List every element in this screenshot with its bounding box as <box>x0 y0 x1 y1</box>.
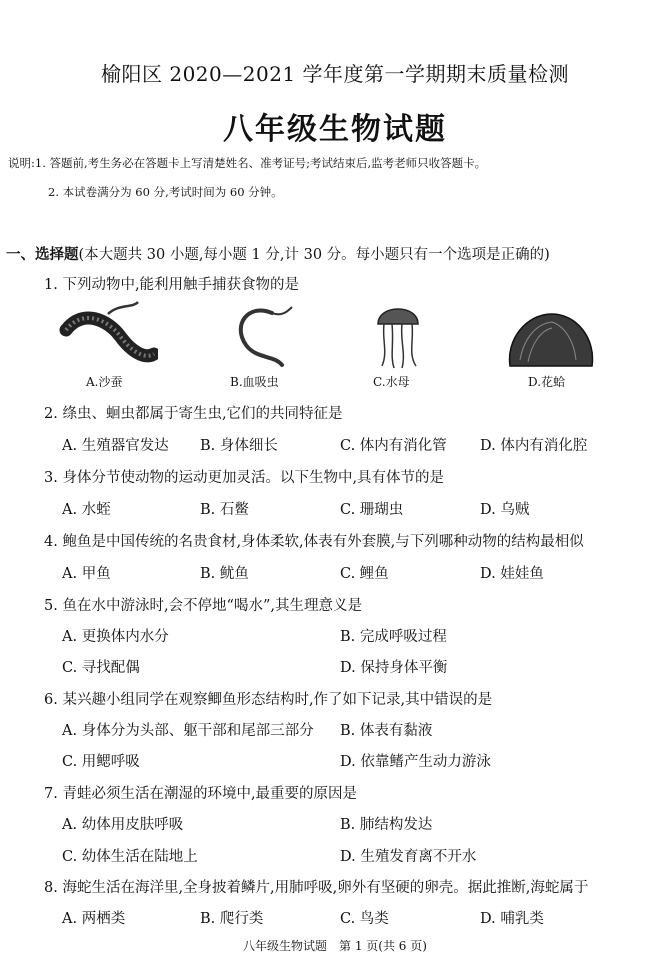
option-2d: D. 体内有消化腔 <box>480 438 588 454</box>
option-4c: C. 鲤鱼 <box>340 566 389 582</box>
option-3d: D. 乌贼 <box>480 502 530 518</box>
option-8a: A. 两栖类 <box>62 911 126 927</box>
question-7-stem: 7. 青蛙必须生活在潮湿的环境中,最重要的原因是 <box>44 786 358 802</box>
page-footer: 八年级生物试题 第 1 页(共 6 页) <box>243 939 427 953</box>
option-6a: A. 身体分为头部、躯干部和尾部三部分 <box>62 723 314 739</box>
jellyfish-icon <box>372 300 428 370</box>
sandworm-icon <box>58 300 158 372</box>
question-1-stem: 1. 下列动物中,能利用触手捕获食物的是 <box>44 277 300 293</box>
option-3c: C. 珊瑚虫 <box>340 502 404 518</box>
option-8b: B. 爬行类 <box>200 911 264 927</box>
question-2-stem: 2. 绦虫、蛔虫都属于寄生虫,它们的共同特征是 <box>44 406 343 422</box>
question-5-stem: 5. 鱼在水中游泳时,会不停地“喝水”,其生理意义是 <box>44 598 362 614</box>
option-8c: C. 鸟类 <box>340 911 389 927</box>
option-1a-label: A.沙蚕 <box>86 375 123 389</box>
clam-icon <box>506 310 596 372</box>
option-2b: B. 身体细长 <box>200 438 278 454</box>
section-label: 一、选择题 <box>6 246 79 263</box>
option-4b: B. 鱿鱼 <box>200 566 249 582</box>
option-4d: D. 娃娃鱼 <box>480 566 544 582</box>
page-title: 八年级生物试题 <box>223 112 447 147</box>
section-description: (本大题共 30 小题,每小题 1 分,计 30 分。每小题只有一个选项是正确的) <box>78 247 550 263</box>
option-6c: C. 用鳃呼吸 <box>62 754 140 770</box>
option-5d: D. 保持身体平衡 <box>340 660 448 676</box>
option-2a: A. 生殖器官发达 <box>62 438 169 454</box>
option-1b-label: B.血吸虫 <box>230 375 279 389</box>
option-2c: C. 体内有消化管 <box>340 438 447 454</box>
question-4-stem: 4. 鲍鱼是中国传统的名贵食材,身体柔软,体表有外套膜,与下列哪种动物的结构最相似 <box>44 534 584 550</box>
instruction-note-2: 2. 本试卷满分为 60 分,考试时间为 60 分钟。 <box>48 185 283 199</box>
exam-header: 榆阳区 2020—2021 学年度第一学期期末质量检测 <box>100 62 569 86</box>
option-7a: A. 幼体用皮肤呼吸 <box>62 817 184 833</box>
option-4a: A. 甲鱼 <box>62 566 111 582</box>
option-1c-label: C.水母 <box>373 375 410 389</box>
section-heading <box>6 243 550 264</box>
option-3b: B. 石鳖 <box>200 502 249 518</box>
leech-icon <box>228 303 298 369</box>
question-6-stem: 6. 某兴趣小组同学在观察鲫鱼形态结构时,作了如下记录,其中错误的是 <box>44 692 493 708</box>
option-1d-label: D.花蛤 <box>528 375 566 389</box>
option-6d: D. 依靠鳍产生动力游泳 <box>340 754 491 770</box>
option-6b: B. 体表有黏液 <box>340 723 433 739</box>
option-5b: B. 完成呼吸过程 <box>340 629 447 645</box>
option-7b: B. 肺结构发达 <box>340 817 433 833</box>
option-3a: A. 水蛭 <box>62 502 111 518</box>
option-5c: C. 寻找配偶 <box>62 660 140 676</box>
option-5a: A. 更换体内水分 <box>62 629 169 645</box>
question-3-stem: 3. 身体分节使动物的运动更加灵活。以下生物中,具有体节的是 <box>44 470 445 486</box>
option-8d: D. 哺乳类 <box>480 911 544 927</box>
option-7d: D. 生殖发育离不开水 <box>340 849 477 865</box>
question-8-stem: 8. 海蛇生活在海洋里,全身披着鳞片,用肺呼吸,卵外有坚硬的卵壳。据此推断,海蛇属于 <box>44 880 589 896</box>
option-7c: C. 幼体生活在陆地上 <box>62 849 198 865</box>
instruction-note-1: 说明:1. 答题前,考生务必在答题卡上写清楚姓名、准考证号;考试结束后,监考老师只收答题卡。 <box>8 156 487 170</box>
